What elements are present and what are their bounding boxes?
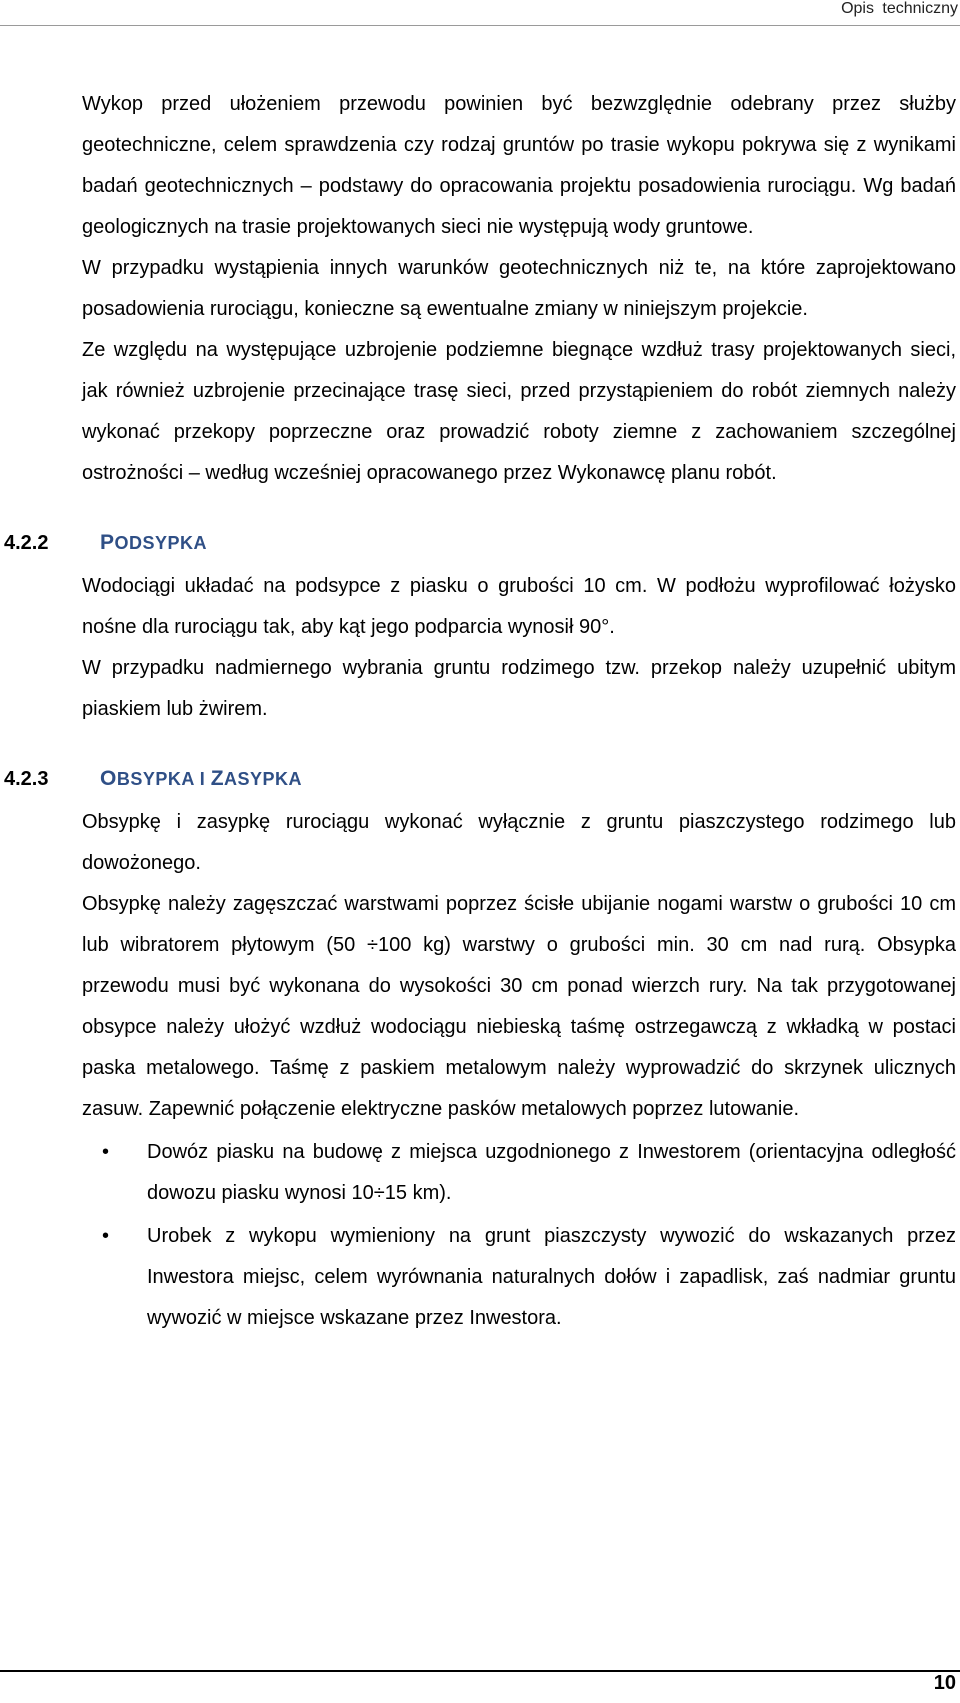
section-title-rest: ODSYPKA bbox=[114, 533, 208, 553]
section-title-initial-2: Z bbox=[210, 767, 225, 790]
page-number: 10 bbox=[933, 1672, 956, 1694]
section-heading-4-2-2 bbox=[4, 520, 956, 566]
footer-divider bbox=[0, 1670, 960, 1672]
section-title-initial: O bbox=[100, 767, 117, 790]
section-number: 4.2.3 bbox=[4, 767, 49, 790]
section-number: 4.2.2 bbox=[4, 531, 49, 554]
section-title bbox=[100, 531, 207, 555]
list-item bbox=[82, 1216, 956, 1339]
list-item bbox=[82, 1132, 956, 1214]
section-title-rest: ASYPKA bbox=[224, 769, 303, 789]
section-title-initial: P bbox=[100, 531, 115, 554]
paragraph-podsypka-1: Wodociągi układać na podsypce z piasku o grubości 10 cm. W podłożu wyprofilować łożysko nośne dla rurociągu tak, aby kąt jego podparcia wynosił 90°. bbox=[82, 575, 956, 638]
paragraph-intro-3: Ze względu na występujące uzbrojenie podziemne biegnące wzdłuż trasy projektowanych sieci, jak również uzbrojenie przecinające trasę sieci, przed przystąpieniem do robót ziemnych należy wykonać przekopy poprzeczne oraz prowadzić roboty ziemne z zachowaniem szczególnej ostrożności – według wcześniej opracowanego przez Wykonawcę planu robót. bbox=[82, 339, 956, 484]
paragraph-obsypka-1: Obsypkę i zasypkę rurociągu wykonać wyłącznie z gruntu piaszczystego rodzimego lub dowożonego. bbox=[82, 811, 956, 874]
bullet-icon: • bbox=[102, 1141, 110, 1163]
document-body bbox=[4, 84, 956, 1339]
paragraph-podsypka-2: W przypadku nadmiernego wybrania gruntu rodzimego tzw. przekop należy uzupełnić ubitym piaskiem lub żwirem. bbox=[82, 657, 956, 720]
list-item-text: Dowóz piasku na budowę z miejsca uzgodnionego z Inwestorem (orientacyjna odległość dowozu piasku wynosi 10÷15 km). bbox=[147, 1141, 956, 1204]
bullet-icon: • bbox=[102, 1225, 110, 1247]
paragraph-intro-2: W przypadku wystąpienia innych warunków geotechnicznych niż te, na które zaprojektowano posadowienia rurociągu, konieczne są ewentualne zmiany w niniejszym projekcie. bbox=[82, 257, 956, 320]
header-divider bbox=[0, 25, 960, 26]
list-item-text: Urobek z wykopu wymieniony na grunt piaszczysty wywozić do wskazanych przez Inwestora miejsc, celem wyrównania naturalnych dołów i zapadlisk, zaś nadmiar gruntu wywozić w miejsce wskazane przez Inwestora. bbox=[147, 1225, 956, 1329]
paragraph-obsypka-2: Obsypkę należy zagęszczać warstwami poprzez ścisłe ubijanie nogami warstw o grubości 10 cm lub wibratorem płytowym (50 ÷100 kg) warstwy o grubości min. 30 cm nad rurą. Obsypka przewodu musi być wykonana do wysokości 30 cm ponad wierzch rury. Na tak przygotowanej obsypce należy ułożyć wzdłuż wodociągu niebieską taśmę ostrzegawczą z wkładką w postaci paska metalowego. Taśmę z paskiem metalowym należy wyprowadzić do skrzynek ulicznych zasuw. Zapewnić połączenie elektryczne pasków metalowych poprzez lutowanie. bbox=[82, 893, 956, 1120]
header-section-label: Opis techniczny bbox=[841, 0, 958, 17]
paragraph-intro-1: Wykop przed ułożeniem przewodu powinien być bezwzględnie odebrany przez służby geotechniczne, celem sprawdzenia czy rodzaj gruntów po trasie wykopu pokrywa się z wynikami badań geotechnicznych – podstawy do opracowania projektu posadowienia rurociągu. Wg badań geologicznych na trasie projektowanych sieci nie występują wody gruntowe. bbox=[82, 93, 956, 238]
bullet-list bbox=[82, 1132, 956, 1339]
section-heading-4-2-3 bbox=[4, 756, 956, 802]
section-title-mid: BSYPKA I bbox=[116, 769, 211, 789]
section-title bbox=[100, 767, 302, 791]
